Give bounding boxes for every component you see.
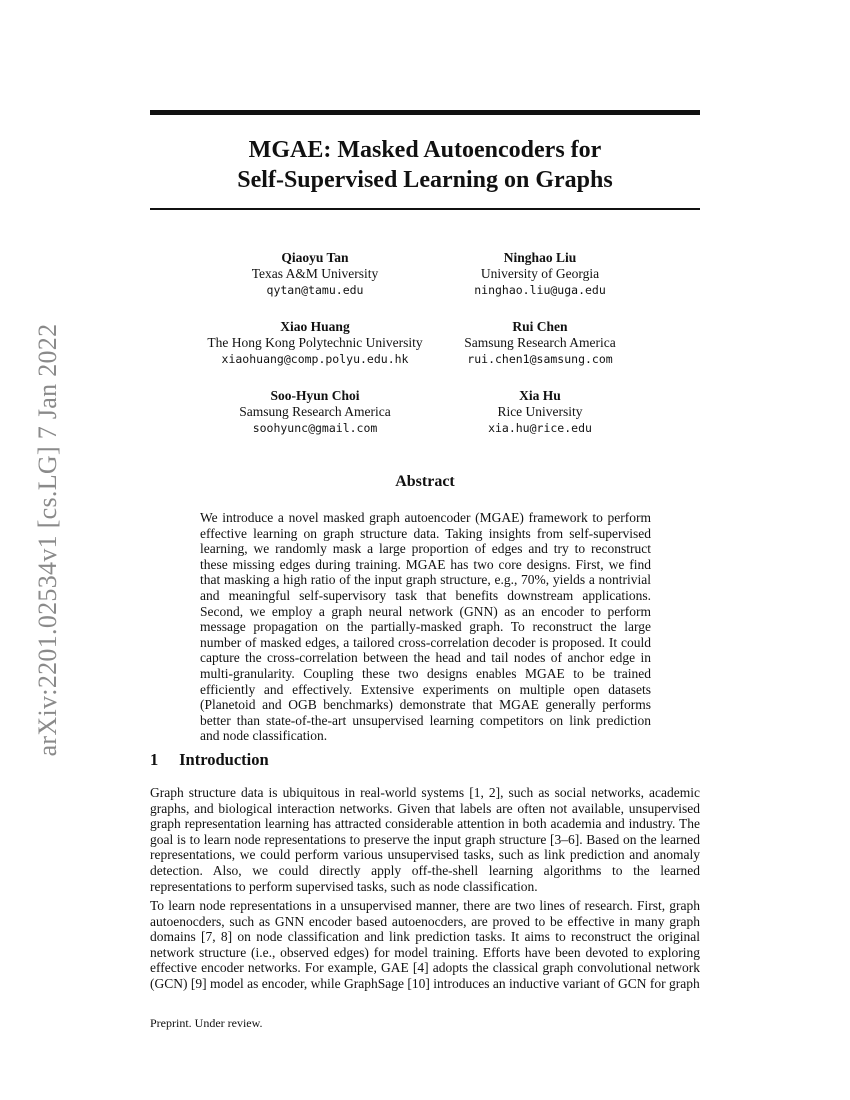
author-email: rui.chen1@samsung.com xyxy=(467,352,613,366)
author-name: Ninghao Liu xyxy=(503,250,577,265)
author-block xyxy=(390,319,690,367)
title-top-rule xyxy=(150,110,700,115)
author-affiliation: Texas A&M University xyxy=(251,266,379,281)
author-affiliation: Samsung Research America xyxy=(239,404,391,419)
author-name: Soo-Hyun Choi xyxy=(270,388,360,403)
abstract-text: We introduce a novel masked graph autoencoder (MGAE) framework to perform effective learning on graph structure data. Taking insights from self-supervised learning, we randomly mask a large proportion of edges and try to reconstruct these missing edges during training. MGAE has two core designs. First, we find that masking a high ratio of the input graph structure, e.g., 70%, yields a nontrivial and meaningful self-supervisory task that benefits downstream applications. Second, we employ a graph neural network (GNN) as an encoder to perform message propagation on the partially-masked graph. To reconstruct the large number of masked edges, a tailored cross-correlation decoder is proposed. It could capture the cross-correlation between the head and tail nodes of anchor edge in multi-granularity. Coupling these two designs enables MGAE to be trained efficiently and effectively. Extensive experiments on multiple open datasets (Planetoid and OGB benchmarks) demonstrate that MGAE generally performs better than state-of-the-art unsupervised learning competitors on link prediction and node classification. xyxy=(200,510,651,744)
author-affiliation: University of Georgia xyxy=(480,266,600,281)
preprint-footer-note: Preprint. Under review. xyxy=(150,1016,263,1030)
section-title: Introduction xyxy=(179,750,269,769)
paper-title xyxy=(150,135,700,195)
paper-title-line-1: MGAE: Masked Autoencoders for xyxy=(248,137,602,163)
author-affiliation: The Hong Kong Polytechnic University xyxy=(207,335,423,350)
author-affiliation: Samsung Research America xyxy=(464,335,616,350)
author-name: Xia Hu xyxy=(519,388,561,403)
author-email: qytan@tamu.edu xyxy=(266,283,364,297)
intro-paragraph-1: Graph structure data is ubiquitous in real-world systems [1, 2], such as social networks, academic graphs, and biological interaction networks. Given that labels are often not available, unsupervised graph representation learning has attracted considerable attention in both academia and industry. The goal is to learn node representations to preserve the input graph structure [3–6]. Based on the learned representations, we could perform various unsupervised tasks, such as link prediction and anomaly detection. Also, we could directly apply off-the-shell learning algorithms to the learned representations to perform supervised tasks, such as node classification. xyxy=(150,785,700,894)
author-block xyxy=(390,388,690,436)
paper-title-line-2: Self-Supervised Learning on Graphs xyxy=(237,167,613,193)
arxiv-identifier-stamp: arXiv:2201.02534v1 [cs.LG] 7 Jan 2022 xyxy=(33,323,62,757)
author-email: ninghao.liu@uga.edu xyxy=(474,283,606,297)
intro-paragraph-2: To learn node representations in a unsupervised manner, there are two lines of research. First, graph autoenocders, such as GNN encoder based autoenocders, are proved to be effective in many graph domains [7, 8] on node classification and link prediction tasks. It aims to reconstruct the original network structure (i.e., observed edges) for model training. Efforts have been devoted to exploring effective encoder networks. For example, GAE [4] adopts the classical graph convolutional network (GCN) [9] model as encoder, while GraphSage [10] introduces an inductive variant of GCN for graph xyxy=(150,898,700,991)
section-number: 1 xyxy=(150,750,159,769)
author-name: Qiaoyu Tan xyxy=(281,250,349,265)
author-affiliation: Rice University xyxy=(497,404,583,419)
abstract-heading: Abstract xyxy=(395,473,455,490)
author-name: Xiao Huang xyxy=(280,319,350,334)
section-heading xyxy=(150,750,700,770)
author-block xyxy=(390,250,690,298)
author-email: xiaohuang@comp.polyu.edu.hk xyxy=(221,352,409,366)
author-email: xia.hu@rice.edu xyxy=(488,421,592,435)
author-name: Rui Chen xyxy=(512,319,568,334)
author-email: soohyunc@gmail.com xyxy=(252,421,378,435)
title-bottom-rule xyxy=(150,208,700,210)
